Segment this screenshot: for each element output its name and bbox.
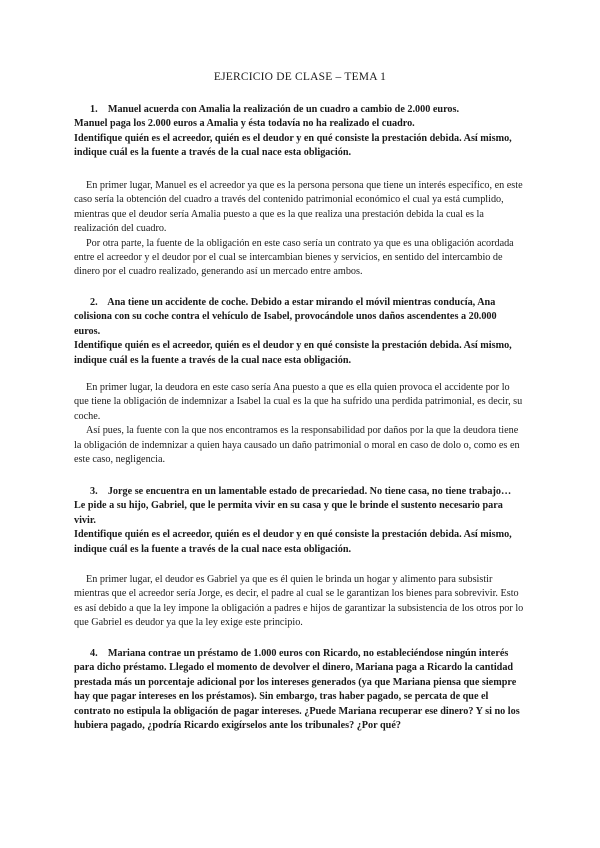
page-title: EJERCICIO DE CLASE – TEMA 1 (213, 71, 387, 83)
question-text: Ana tiene un accidente de coche. Debido a estar mirando el móvil mientras conducía, Ana colisiona con su coche contra el vehículo de Isabel, provocándole unos daños ascendentes a 20.000 euros. (74, 297, 497, 337)
question-3 (74, 485, 524, 557)
question-text: Jorge se encuentra en un lamentable estado de precariedad. No tiene casa, no tiene trabajo… Le pide a su hijo, Gabriel, que le permita vivir en su casa y que le brinde el sustento necesario para vivir. (74, 486, 512, 526)
answer-paragraph: Así pues, la fuente con la que nos encontramos es la responsabilidad por daños por la que la deudora tiene la obligación de indemnizar a quien haya causado un daño patrimonial o moral en caso de dolo o, como es en este caso, negligencia. (74, 425, 520, 466)
answer-paragraph: En primer lugar, el deudor es Gabriel ya que es él quien le brinda un hogar y alimento para subsistir mientras que el acreedor sería Jorge, es decir, el padre al cual se le garantizan los bienes para sobrevivir. Esto es así debido a que la ley impone la obligación a padres e hijos de garantizar la subsistencia de los otros por lo que Gabriel es deudor ya que la ley exige este principio. (74, 574, 524, 629)
answer-1 (74, 179, 524, 280)
question-instruction: Identifique quién es el acreedor, quién es el deudor y en qué consiste la prestación debida. Así mismo, indique cuál es la fuente a través de la cual nace esta obligación. (74, 340, 512, 366)
question-instruction: Identifique quién es el acreedor, quién es el deudor y en qué consiste la prestación debida. Así mismo, indique cuál es la fuente a través de la cual nace esta obligación. (74, 529, 512, 555)
question-1 (74, 103, 524, 161)
question-4 (74, 647, 524, 733)
answer-paragraph: Por otra parte, la fuente de la obligación en este caso sería un contrato ya que es una obligación acordada entre el acreedor y el deudor por el cual se intercambian bienes y servicios, en sentido del intercambio de dinero por el cuadro realizado, generando así un mercado entre ambos. (74, 237, 514, 278)
answer-3 (74, 573, 524, 631)
question-number: 2. (90, 297, 98, 308)
answer-paragraph: En primer lugar, la deudora en este caso sería Ana puesto a que es ella quien provoca el accidente por lo que tiene la obligación de indemnizar a Isabel la cual es la que ha sufrido una perdida patrimonial, es decir, su coche. (74, 382, 523, 422)
question-number: 4. (90, 648, 98, 659)
question-2 (74, 296, 524, 368)
question-text: Manuel paga los 2.000 euros a Amalia y ésta todavía no ha realizado el cuadro. (74, 118, 415, 130)
question-number: 3. (90, 486, 98, 497)
question-instruction: Identifique quién es el acreedor, quién es el deudor y en qué consiste la prestación debida. Así mismo, indique cuál es la fuente a través de la cual nace esta obligación. (74, 132, 512, 159)
question-text: Mariana contrae un préstamo de 1.000 euros con Ricardo, no estableciéndose ningún interés para dicho préstamo. Llegado el momento de devolver el dinero, Mariana paga a Ricardo la cantidad prestada más un porcentaje adicional por los intereses generados (ya que Mariana piensa que siempre hay que pagar intereses en los préstamos). Sin embargo, tras haber pagado, se percata de que el contrato no estipula la obligación de pagar intereses. ¿Puede Mariana recuperar ese dinero? Y si no los hubiera pagado, ¿podría Ricardo exigírselos ante los tribunales? ¿Por qué? (74, 648, 520, 732)
answer-paragraph: En primer lugar, Manuel es el acreedor ya que es la persona persona que tiene un interés específico, en este caso sería la obtención del cuadro a través del contenido patrimonial económico el cual ya está cumplido, mientras que el deudor sería Amalia puesto a que es la que realiza una prestación debida la cual es la realización del cuadro. (74, 180, 523, 235)
question-text: Manuel acuerda con Amalia la realización de un cuadro a cambio de 2.000 euros. (107, 104, 460, 115)
question-number: 1. (90, 104, 98, 115)
answer-2 (74, 381, 524, 467)
